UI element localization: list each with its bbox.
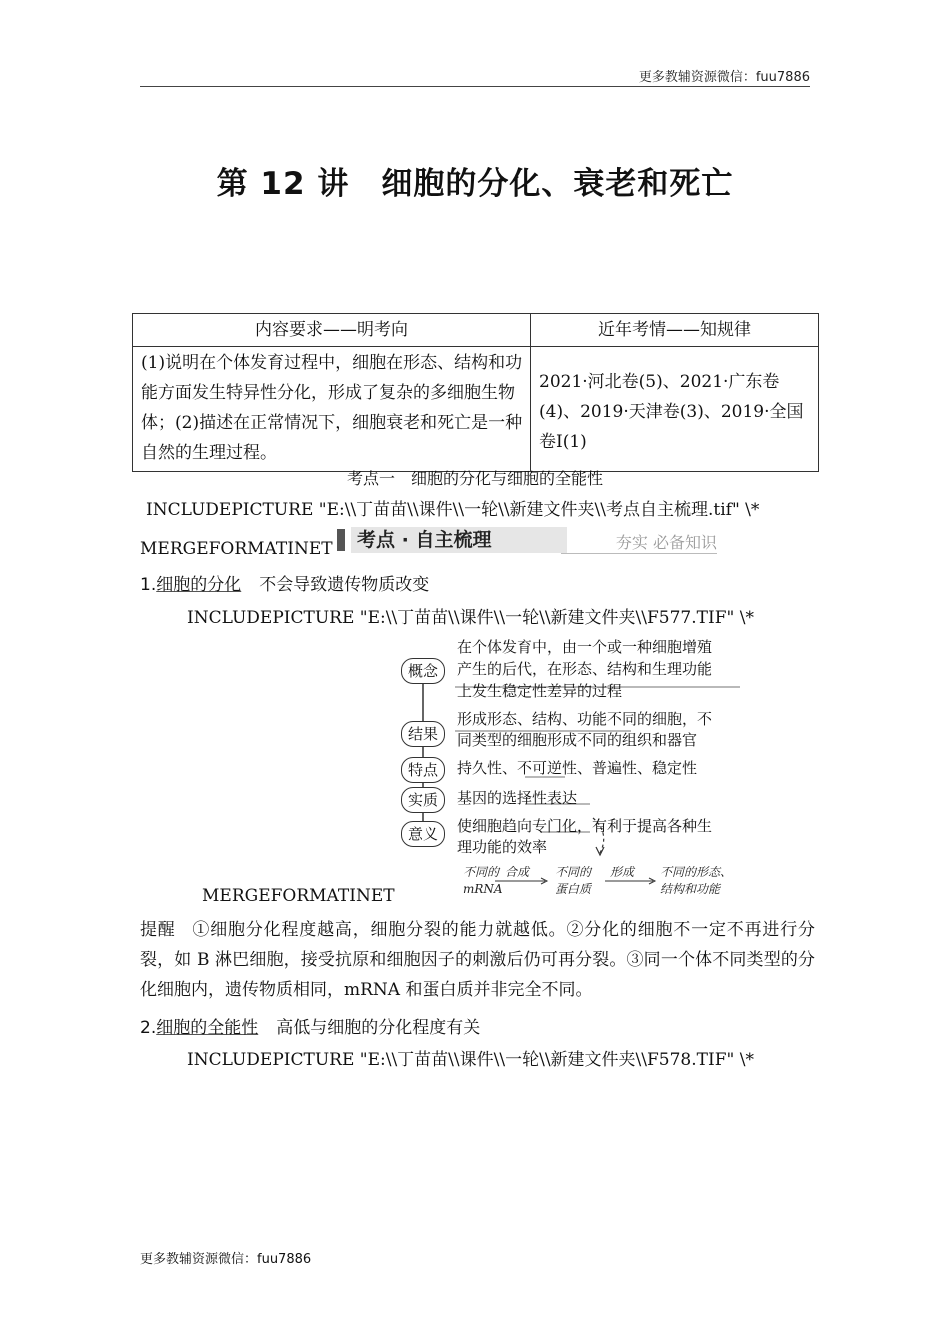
table-cell-exams: 2021·河北卷(5)、2021·广东卷(4)、2019·天津卷(3)、2019·全国卷Ⅰ(1) <box>531 347 819 472</box>
node-result: 结果 <box>401 721 445 747</box>
item1-number: 1. <box>140 575 157 595</box>
header-divider <box>140 86 810 87</box>
hand-note-b2: 蛋白质 <box>555 882 592 896</box>
hand-note-a1: 不同的 <box>463 865 500 879</box>
hand-note-a3: 合成 <box>505 865 530 879</box>
header-contact: 更多教辅资源微信：fuu7886 <box>638 70 810 85</box>
result-line-1: 形成形态、结构、功能不同的细胞，不 <box>457 710 713 728</box>
banner-sub-label: 夯实 必备知识 <box>561 533 717 554</box>
include-field-2: INCLUDEPICTURE "E:\\丁苗苗\\课件\\一轮\\新建文件夹\\F577.TIF" \* <box>187 608 754 628</box>
result-line-2: 同类型的细胞形成不同的组织和器官 <box>457 731 698 749</box>
concept-line-1: 在个体发育中，由一个或一种细胞增殖 <box>457 638 713 656</box>
section-title: 考点一 细胞的分化与细胞的全能性 <box>346 469 603 488</box>
banner-bar <box>337 529 345 551</box>
merge-field-2: MERGEFORMATINET <box>202 886 395 906</box>
node-concept: 概念 <box>401 658 445 684</box>
tip-text: ①细胞分化程度越高，细胞分裂的能力就越低。②分化的细胞不一定不再进行分裂，如 B 淋巴细胞，接受抗原和细胞因子的刺激后仍可再分裂。③同一个体不同类型的分化细胞内，遗传物质相同，mRNA 和蛋白质并非完全不同。 <box>140 920 816 1000</box>
tip-paragraph <box>140 915 815 1005</box>
item2-note: 高低与细胞的分化程度有关 <box>276 1018 481 1038</box>
meaning-line-1: 使细胞趋向专门化，有利于提高各种生 <box>457 817 713 835</box>
item2-heading: 细胞的全能性 <box>156 1018 259 1038</box>
table-cell-requirements: (1)说明在个体发育过程中，细胞在形态、结构和功能方面发生特异性分化，形成了复杂的多细胞生物体；(2)描述在正常情况下，细胞衰老和死亡是一种自然的生理过程。 <box>133 347 531 472</box>
tip-label: 提醒 <box>140 920 176 940</box>
table-header-recent-exams: 近年考情——知规律 <box>531 314 819 347</box>
node-essence: 实质 <box>401 787 445 813</box>
essence-text: 基因的选择性表达 <box>457 789 578 807</box>
hand-note-b3: 形成 <box>610 865 635 879</box>
meaning-line-2: 理功能的效率 <box>457 838 548 856</box>
node-meaning: 意义 <box>401 821 445 847</box>
merge-field-1: MERGEFORMATINET <box>140 539 333 559</box>
cell-differentiation-diagram <box>395 633 765 898</box>
hand-note-c2: 结构和功能 <box>660 882 721 896</box>
include-field-3: INCLUDEPICTURE "E:\\丁苗苗\\课件\\一轮\\新建文件夹\\F578.TIF" \* <box>187 1050 754 1070</box>
hand-note-b1: 不同的 <box>555 865 592 879</box>
table-header-content-requirements: 内容要求——明考向 <box>133 314 531 347</box>
banner-main-label: 考点 · 自主梳理 <box>351 527 567 553</box>
item2-heading-line <box>140 1013 480 1038</box>
concept-line-3: 上发生稳定性差异的过程 <box>457 682 623 700</box>
hand-note-a2: mRNA <box>463 882 503 896</box>
feature-text: 持久性、不可逆性、普遍性、稳定性 <box>457 759 698 777</box>
item1-note: 不会导致遗传物质改变 <box>259 575 430 595</box>
item1-heading: 细胞的分化 <box>156 575 242 595</box>
page-title: 第 12 讲 细胞的分化、衰老和死亡 <box>216 166 734 202</box>
item2-number: 2. <box>140 1018 157 1038</box>
include-field-1: INCLUDEPICTURE "E:\\丁苗苗\\课件\\一轮\\新建文件夹\\考点自主梳理.tif" \* <box>146 500 760 520</box>
hand-note-c1: 不同的形态、 <box>660 865 733 879</box>
item1-heading-line <box>140 570 429 595</box>
footer-contact: 更多教辅资源微信：fuu7886 <box>140 1252 312 1267</box>
node-feature: 特点 <box>401 757 445 783</box>
concept-line-2: 产生的后代，在形态、结构和生理功能 <box>457 660 713 678</box>
requirements-table <box>132 313 819 472</box>
section-banner <box>337 527 717 555</box>
